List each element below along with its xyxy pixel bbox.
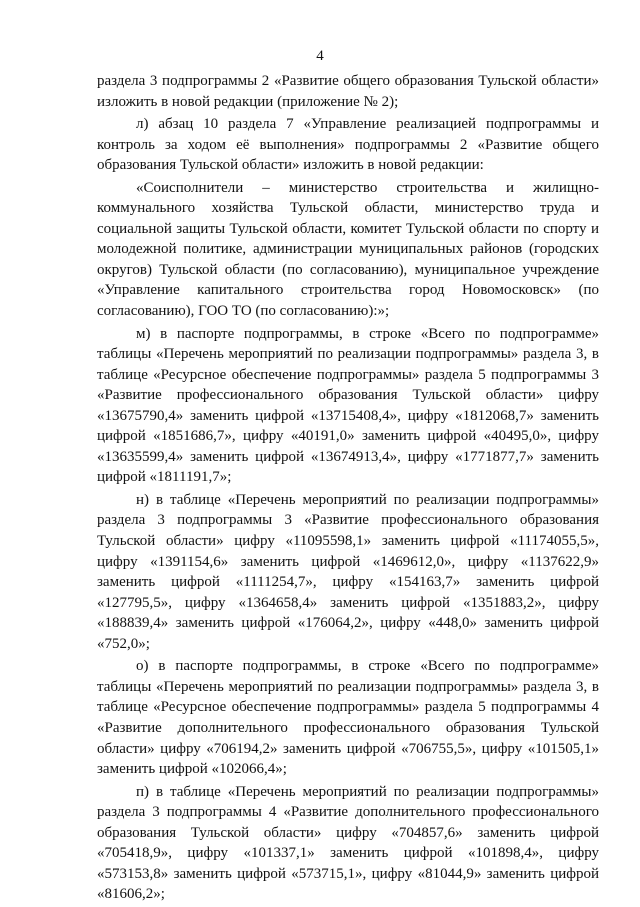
paragraph-item-m: м) в паспорте подпрограммы, в строке «Всего по подпрограмме» таблицы «Перечень мероприятий по реализации подпрограммы» раздела 3, в таблице «Ресурсное обеспечение подпрограммы» раздела 5 подпрограммы 3 «Развитие профессионального образования Тульской области» цифру «13675790,4» заменить цифрой «13715408,4», цифру «1812068,7» заменить цифрой «1851686,7», цифру «40191,0» заменить цифрой «40495,0», цифру «13635599,4» заменить цифрой «13674913,4», цифру «1771877,7» заменить цифрой «1811191,7»; xyxy=(97,325,599,486)
paragraph-item-l: л) абзац 10 раздела 7 «Управление реализацией подпрограммы и контроль за ходом её выполнения» подпрограммы 2 «Развитие общего образования Тульской области» изложить в новой редакции: xyxy=(97,116,599,174)
paragraph-item-o: о) в паспорте подпрограммы, в строке «Всего по подпрограмме» таблицы «Перечень мероприятий по реализации подпрограммы» раздела 3, в таблице «Ресурсное обеспечение подпрограммы» раздела 5 подпрограммы 4 «Развитие дополнительного профессионального образования Тульской области» цифру «706194,2» заменить цифрой «706755,5», цифру «101505,1» заменить цифрой «102066,4»; xyxy=(97,658,599,778)
paragraph-quote-co-executors: «Соисполнители – министерство строительства и жилищно-коммунального хозяйства Тульской области, министерство труда и социальной защиты Тульской области, комитет Тульской области по спорту и молодежной политике, администрации муниципальных районов (городских округов) Тульской области (по согласованию), муниципальное учреждение «Управление капитального строительства город Новомосковск» (по согласованию), ГОО ТО (по согласованию):»; xyxy=(97,179,599,320)
paragraph-continuation: раздела 3 подпрограммы 2 «Развитие общего образования Тульской области» изложить в новой редакции (приложение № 2); xyxy=(97,73,599,110)
paragraph-item-p: п) в таблице «Перечень мероприятий по реализации подпрограммы» раздела 3 подпрограммы 4 «Развитие дополнительного профессионального образования Тульской области» цифру «704857,6» заменить цифрой «705418,9», цифру «101337,1» заменить цифрой «101898,4», цифру «573153,8» заменить цифрой «573715,1», цифру «81044,9» заменить цифрой «81606,2»; xyxy=(97,783,599,903)
paragraph-item-n: н) в таблице «Перечень мероприятий по реализации подпрограммы» раздела 3 подпрограммы 3 «Развитие профессионального образования Тульской области» цифру «11095598,1» заменить цифрой «11174055,5», цифру «1391154,6» заменить цифрой «1469612,0», цифру «1137622,9» заменить цифрой «1111254,7», цифру «154163,7» заменить цифрой «127795,5», цифру «1364658,4» заменить цифрой «1351883,2», цифру «188839,4» заменить цифрой «176064,2», цифру «448,0» заменить цифрой «752,0»; xyxy=(97,491,599,652)
page-number: 4 xyxy=(316,48,324,64)
document-body xyxy=(97,71,599,907)
